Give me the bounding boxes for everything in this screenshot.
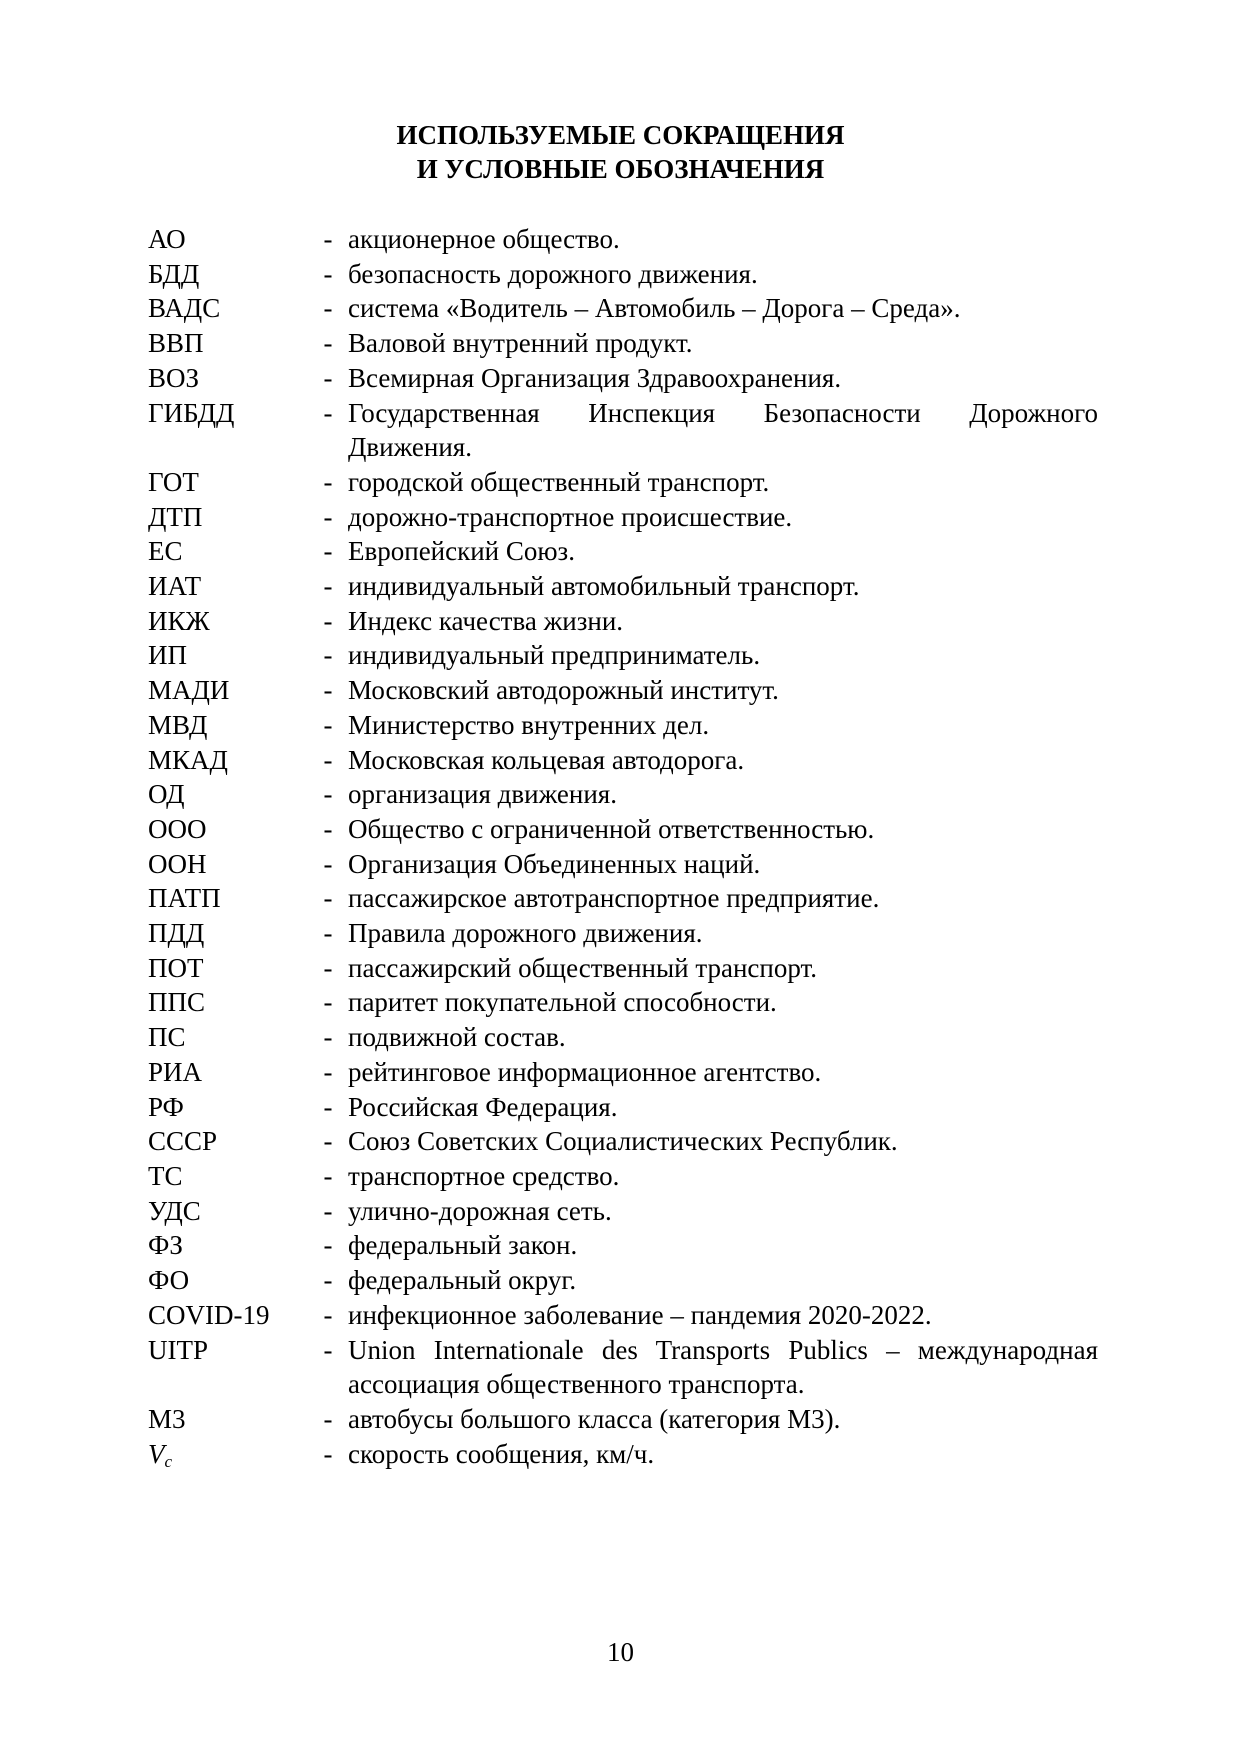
- abbreviation-term: ООО: [148, 813, 207, 844]
- abbreviation-definition: Московский автодорожный институт.: [348, 675, 779, 706]
- abbreviation-row: [148, 604, 1098, 639]
- abbreviation-term: ФЗ: [148, 1230, 183, 1261]
- abbreviation-definition: федеральный закон.: [348, 1230, 578, 1261]
- abbreviation-row: [148, 326, 1098, 361]
- abbreviation-term: COVID-19: [148, 1299, 270, 1330]
- abbreviation-row: [148, 1263, 1098, 1298]
- abbreviation-definition: паритет покупательной способности.: [348, 987, 777, 1018]
- abbreviation-term: РФ: [148, 1091, 184, 1122]
- abbreviation-dash: -: [323, 536, 333, 567]
- abbreviation-row: [148, 465, 1098, 500]
- abbreviation-definition: транспортное средство.: [348, 1160, 620, 1191]
- abbreviation-dash: -: [323, 1265, 333, 1296]
- abbreviation-row: [148, 500, 1098, 535]
- abbreviation-term: ГОТ: [148, 466, 199, 497]
- symbol-term: [148, 1437, 308, 1480]
- abbreviation-term: ПДД: [148, 918, 205, 949]
- abbreviation-row: [148, 1159, 1098, 1194]
- abbreviation-dash: -: [323, 1091, 333, 1122]
- abbreviation-term: РИА: [148, 1056, 203, 1087]
- abbreviation-dash: -: [323, 466, 333, 497]
- abbreviation-term: МВД: [148, 709, 208, 740]
- abbreviation-row: [148, 951, 1098, 986]
- abbreviation-dash: -: [323, 813, 333, 844]
- abbreviation-dash: -: [323, 362, 333, 393]
- abbreviation-term: ООН: [148, 848, 207, 879]
- abbreviation-dash: -: [323, 640, 333, 671]
- abbreviation-definition: инфекционное заболевание – пандемия 2020-2022.: [348, 1299, 932, 1330]
- abbreviation-dash: -: [323, 675, 333, 706]
- abbreviation-definition: Государственная Инспекция Безопасности Дорожного Движения.: [348, 397, 1098, 463]
- abbreviation-dash: -: [323, 1022, 333, 1053]
- abbreviation-definition: организация движения.: [348, 779, 617, 810]
- abbreviation-dash: -: [323, 779, 333, 810]
- abbreviation-definition: безопасность дорожного движения.: [348, 258, 758, 289]
- abbreviation-definition: улично-дорожная сеть.: [348, 1195, 612, 1226]
- abbreviation-term: ТС: [148, 1160, 183, 1191]
- abbreviation-term: СССР: [148, 1126, 218, 1157]
- abbreviation-definition: Российская Федерация.: [348, 1091, 618, 1122]
- abbreviation-dash: -: [323, 224, 333, 254]
- abbreviation-dash: -: [323, 1195, 333, 1226]
- abbreviation-row: [148, 638, 1098, 673]
- page-title-line-1: ИСПОЛЬЗУЕМЫЕ СОКРАЩЕНИЯ: [396, 120, 845, 150]
- abbreviation-dash: -: [323, 1299, 333, 1330]
- abbreviation-term: МКАД: [148, 744, 228, 775]
- abbreviation-term: ППС: [148, 987, 206, 1018]
- abbreviation-definition: пассажирское автотранспортное предприятие.: [348, 883, 880, 914]
- abbreviation-term: ВАДС: [148, 293, 221, 324]
- abbreviation-definition: городской общественный транспорт.: [348, 466, 770, 497]
- abbreviation-row: [148, 1090, 1098, 1125]
- abbreviation-term: АО: [148, 224, 186, 254]
- abbreviation-row: [148, 534, 1098, 569]
- abbreviation-row: [148, 708, 1098, 743]
- abbreviation-term: М3: [148, 1403, 186, 1434]
- abbreviation-dash: -: [323, 293, 333, 324]
- abbreviation-term: ОД: [148, 779, 185, 810]
- abbreviation-dash: -: [323, 883, 333, 914]
- abbreviation-dash: -: [323, 328, 333, 359]
- page-number: 10: [607, 1637, 634, 1667]
- abbreviation-definition: система «Водитель – Автомобиль – Дорога – Среда».: [348, 293, 961, 324]
- abbreviation-definition: Правила дорожного движения.: [348, 918, 703, 949]
- abbreviation-row: [148, 1124, 1098, 1159]
- abbreviation-dash: -: [323, 571, 333, 602]
- abbreviation-term: ЕС: [148, 536, 183, 567]
- abbreviation-term: ПАТП: [148, 883, 221, 914]
- abbreviation-term: ФО: [148, 1265, 190, 1296]
- abbreviation-row: [148, 743, 1098, 778]
- abbreviation-row: [148, 569, 1098, 604]
- page-title-line-2: И УСЛОВНЫЕ ОБОЗНАЧЕНИЯ: [416, 154, 825, 184]
- abbreviation-row: [148, 1194, 1098, 1229]
- abbreviation-term: ИКЖ: [148, 605, 210, 636]
- abbreviation-row: [148, 847, 1098, 882]
- abbreviation-row: [148, 985, 1098, 1020]
- abbreviation-dash: -: [323, 1160, 333, 1191]
- abbreviation-term: ВОЗ: [148, 362, 200, 393]
- abbreviation-definition: Общество с ограниченной ответственностью.: [348, 813, 875, 844]
- abbreviation-definition: Union Internationale des Transports Publics – международная ассоциация общественного транспорта.: [348, 1334, 1098, 1400]
- abbreviation-term: УДС: [148, 1195, 201, 1226]
- abbreviation-term: ВВП: [148, 328, 204, 359]
- abbreviation-definition: пассажирский общественный транспорт.: [348, 952, 818, 983]
- abbreviation-row: [148, 291, 1098, 326]
- symbol-base: V: [148, 1438, 165, 1469]
- abbreviation-dash: -: [323, 987, 333, 1018]
- abbreviation-definition: автобусы большого класса (категория М3).: [348, 1403, 841, 1434]
- abbreviation-row: [148, 222, 1098, 257]
- abbreviation-dash: -: [323, 258, 333, 289]
- abbreviation-definition: рейтинговое информационное агентство.: [348, 1056, 822, 1087]
- symbol-subscript: c: [164, 1451, 173, 1471]
- abbreviation-definition: Индекс качества жизни.: [348, 605, 624, 636]
- abbreviation-definition: Всемирная Организация Здравоохранения.: [348, 362, 842, 393]
- abbreviation-term: ГИБДД: [148, 397, 235, 428]
- page-title: [0, 118, 1241, 186]
- abbreviation-term: UITP: [148, 1334, 208, 1365]
- abbreviation-row: [148, 916, 1098, 951]
- symbol-dash: -: [323, 1438, 333, 1469]
- abbreviation-row: [148, 1055, 1098, 1090]
- abbreviation-dash: -: [323, 1403, 333, 1434]
- abbreviation-dash: -: [323, 1334, 333, 1365]
- symbol-definition: скорость сообщения, км/ч.: [348, 1438, 655, 1469]
- abbreviation-term: ПС: [148, 1022, 186, 1053]
- abbreviation-term: ИП: [148, 640, 187, 671]
- abbreviation-term: ПОТ: [148, 952, 204, 983]
- abbreviation-row: [148, 812, 1098, 847]
- abbreviation-dash: -: [323, 1056, 333, 1087]
- abbreviation-dash: -: [323, 1230, 333, 1261]
- abbreviation-definition: федеральный округ.: [348, 1265, 577, 1296]
- abbreviation-row: [148, 881, 1098, 916]
- abbreviation-dash: -: [323, 848, 333, 879]
- abbreviation-definition: Московская кольцевая автодорога.: [348, 744, 745, 775]
- abbreviation-definition: акционерное общество.: [348, 224, 620, 254]
- abbreviation-row: [148, 257, 1098, 292]
- abbreviation-row: [148, 396, 1098, 465]
- abbreviation-term: МАДИ: [148, 675, 230, 706]
- abbreviation-row: [148, 1402, 1098, 1437]
- abbreviation-definition: индивидуальный предприниматель.: [348, 640, 761, 671]
- abbreviation-definition: Министерство внутренних дел.: [348, 709, 710, 740]
- abbreviation-row: [148, 361, 1098, 396]
- abbreviation-term: ДТП: [148, 501, 203, 532]
- abbreviation-definition: Европейский Союз.: [348, 536, 575, 567]
- abbreviation-dash: -: [323, 709, 333, 740]
- abbreviation-definition: Организация Объединенных наций.: [348, 848, 761, 879]
- abbreviation-definition: подвижной состав.: [348, 1022, 566, 1053]
- abbreviation-definition: индивидуальный автомобильный транспорт.: [348, 571, 860, 602]
- abbreviations-list: [148, 222, 1098, 1479]
- abbreviation-dash: -: [323, 605, 333, 636]
- abbreviation-dash: -: [323, 918, 333, 949]
- abbreviation-term: БДД: [148, 258, 200, 289]
- abbreviation-dash: -: [323, 744, 333, 775]
- abbreviation-dash: -: [323, 1126, 333, 1157]
- abbreviation-row: [148, 777, 1098, 812]
- abbreviation-row: [148, 1020, 1098, 1055]
- abbreviation-term: ИАТ: [148, 571, 202, 602]
- abbreviation-dash: -: [323, 501, 333, 532]
- abbreviation-definition: Союз Советских Социалистических Республик.: [348, 1126, 898, 1157]
- abbreviation-dash: -: [323, 397, 333, 428]
- abbreviation-definition: дорожно-транспортное происшествие.: [348, 501, 793, 532]
- abbreviation-row: [148, 1228, 1098, 1263]
- abbreviation-row: [148, 1333, 1098, 1402]
- abbreviation-definition: Валовой внутренний продукт.: [348, 328, 693, 359]
- abbreviation-row: [148, 673, 1098, 708]
- abbreviation-row: [148, 1298, 1098, 1333]
- abbreviation-dash: -: [323, 952, 333, 983]
- symbol-row: [148, 1437, 1098, 1480]
